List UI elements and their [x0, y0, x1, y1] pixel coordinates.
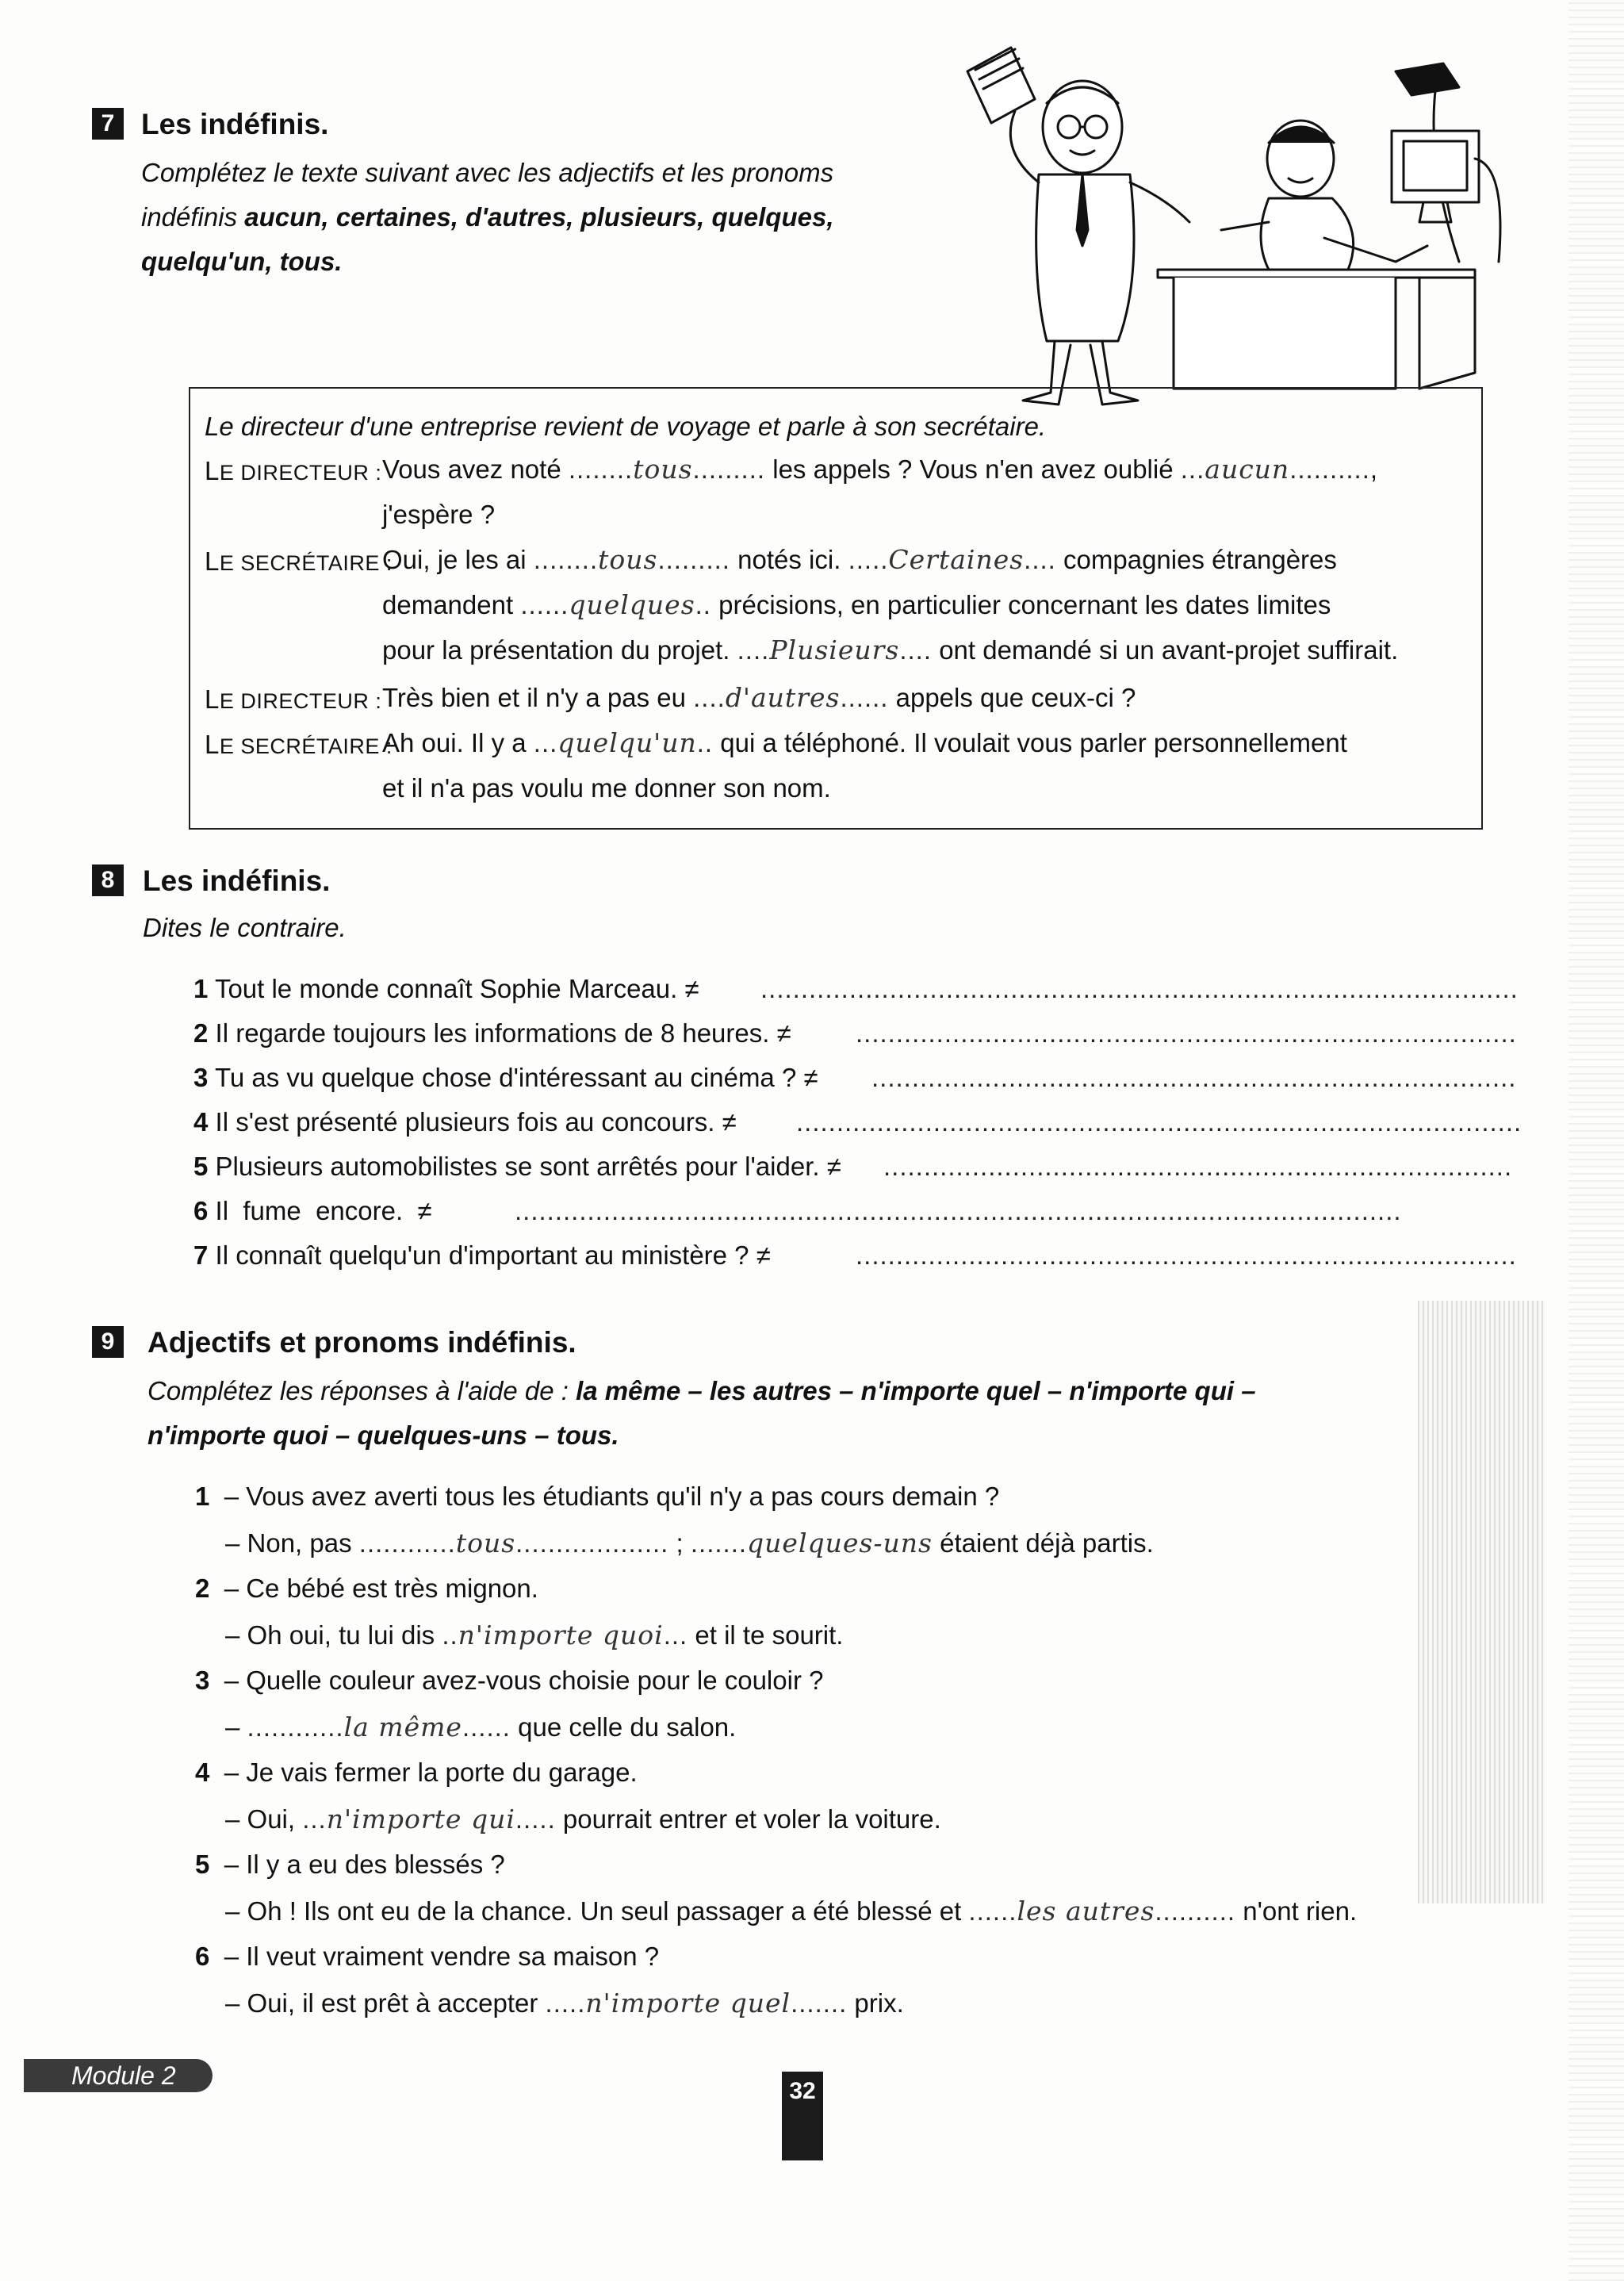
answer-la-meme: la même — [343, 1712, 462, 1742]
instruction-line-1: Complétez les réponses à l'aide de : la même – les autres – n'importe quel – n'importe qui – — [147, 1376, 1256, 1405]
dialogue-text-7: Ah oui. Il y a ...quelqu'un.. qui a téléphoné. Il voulait vous parler personnellement — [382, 727, 1347, 758]
instruction-word-list-end: n'importe quoi – quelques-uns – tous. — [147, 1420, 619, 1450]
ex9-question-4: 4 – Je vais fermer la porte du garage. — [195, 1758, 638, 1787]
instruction-word-list-end: quelqu'un, tous. — [141, 247, 343, 276]
ex8-item: 3 Tu as vu quelque chose d'intéressant au cinéma ? ≠ ................................................................................ — [193, 1063, 1517, 1092]
speaker-secretary: LE SECRÉTAIRE : — [205, 546, 393, 576]
dialogue-text-1: Vous avez noté ........tous......... les appels ? Vous n'en avez oublié ...aucun.........., — [382, 454, 1378, 485]
instruction-line-1: Complétez le texte suivant avec les adjectifs et les pronoms — [141, 158, 834, 187]
instruction-line-2 — [141, 195, 1045, 240]
ex9-question-3: 3 – Quelle couleur avez-vous choisie pour le couloir ? — [195, 1666, 824, 1695]
exercise-7-number: 7 — [92, 108, 124, 140]
answer-plusieurs: Plusieurs — [769, 634, 900, 665]
exercise-7-title: Les indéfinis. — [141, 108, 329, 140]
instruction-line-3 — [141, 240, 1045, 284]
ex9-question-6: 6 – Il veut vraiment vendre sa maison ? — [195, 1942, 660, 1971]
instruction-prefix: indéfinis — [141, 202, 245, 232]
dialogue-line-7 — [205, 730, 393, 760]
dialogue-text-3: Oui, je les ai ........tous......... notés ici. .....Certaines.... compagnies étrangères — [382, 544, 1337, 575]
answer-certaines: Certaines — [888, 544, 1025, 575]
dialogue-intro: Le directeur d'une entreprise revient de voyage et parle à son secrétaire. — [205, 412, 1047, 441]
ex9-answer-2: – Oh oui, tu lui dis ..n'importe quoi... et il te sourit. — [225, 1620, 844, 1650]
exercise-8-number: 8 — [92, 864, 124, 896]
ex8-item: 7 Il connaît quelqu'un d'important au ministère ? ≠ .................................................................................. — [193, 1240, 1517, 1270]
ex8-item: 6 Il fume encore. ≠ .............................................................................................................. — [193, 1196, 1402, 1225]
speaker-director: LE DIRECTEUR : — [205, 684, 382, 714]
ex8-item: 4 Il s'est présenté plusieurs fois au concours. ≠ .......................................................................................... — [193, 1107, 1522, 1137]
instruction-word-list: aucun, certaines, d'autres, plusieurs, quelques, — [244, 202, 834, 232]
dialogue-text-8: et il n'a pas voulu me donner son nom. — [382, 773, 831, 803]
answer-aucun: aucun — [1205, 454, 1290, 485]
dialogue-text-4: demandent ......quelques.. précisions, en particulier concernant les dates limites — [382, 589, 1331, 620]
dialogue-text-6: Très bien et il n'y a pas eu ....d'autres...... appels que ceux-ci ? — [382, 682, 1136, 713]
dialogue-line-6 — [205, 684, 381, 715]
answer-quelqu-un: quelqu'un — [557, 727, 697, 758]
instruction-word-list: la même – les autres – n'importe quel – n'importe qui – — [576, 1376, 1256, 1405]
ex9-answer-3: – ............la même...... que celle du salon. — [225, 1712, 737, 1742]
module-label: Module 2 — [24, 2059, 213, 2092]
ex9-question-2: 2 – Ce bébé est très mignon. — [195, 1574, 538, 1603]
exercise-7-instruction — [141, 151, 1045, 284]
exercise-9-title: Adjectifs et pronoms indéfinis. — [147, 1326, 576, 1359]
answer-les-autres: les autres — [1017, 1896, 1155, 1926]
exercise-9-number: 9 — [92, 1326, 124, 1358]
ex9-answer-4: – Oui, ...n'importe qui..... pourrait entrer et voler la voiture. — [225, 1804, 941, 1834]
dialogue-text-5: pour la présentation du projet. ....Plusieurs.... ont demandé si un avant-projet suffirait. — [382, 634, 1399, 665]
ex8-item: 5 Plusieurs automobilistes se sont arrêtés pour l'aider. ≠ .............................................................................. — [193, 1152, 1513, 1181]
instruction-line-2 — [147, 1413, 1432, 1458]
answer-tous-1: tous — [633, 454, 693, 485]
ex9-answer-5: – Oh ! Ils ont eu de la chance. Un seul passager a été blessé et ......les autres.......... n'ont rien. — [225, 1896, 1358, 1926]
answer-tous-2: tous — [598, 544, 658, 575]
ex8-item: 2 Il regarde toujours les informations de 8 heures. ≠ .................................................................................. — [193, 1018, 1517, 1048]
page-number: 32 — [782, 2072, 823, 2160]
exercise-8-title: Les indéfinis. — [143, 864, 331, 897]
exercise-8-instruction: Dites le contraire. — [143, 913, 347, 942]
ex8-item: 1 Tout le monde connaît Sophie Marceau. ≠ .............................................................................................. — [193, 974, 1519, 1003]
dialogue-line-3 — [205, 546, 393, 577]
ex9-answer-6: – Oui, il est prêt à accepter .....n'importe quel....... prix. — [225, 1988, 904, 2018]
answer-tous: tous — [455, 1528, 516, 1558]
ex9-question-1: 1 – Vous avez averti tous les étudiants qu'il n'y a pas cours demain ? — [195, 1482, 1000, 1511]
answer-d-autres: d'autres — [725, 682, 841, 713]
ex9-question-5: 5 – Il y a eu des blessés ? — [195, 1850, 505, 1879]
dialogue-line-1 — [205, 456, 381, 486]
speaker-director: LE DIRECTEUR : — [205, 456, 382, 485]
answer-n-importe-qui: n'importe qui — [326, 1804, 515, 1834]
answer-quelques-uns: quelques-uns — [747, 1528, 933, 1558]
answer-quelques: quelques — [569, 589, 695, 620]
answer-n-importe-quel: n'importe quel — [585, 1988, 791, 2018]
dialogue-text-2: j'espère ? — [382, 500, 496, 529]
answer-n-importe-quoi: n'importe quoi — [458, 1620, 664, 1650]
ex9-answer-1: – Non, pas ............tous................... ; .......quelques-uns étaient déjà partis. — [225, 1528, 1154, 1558]
exercise-9-instruction — [147, 1369, 1432, 1458]
scan-edge-grain — [1568, 0, 1624, 2281]
speaker-secretary: LE SECRÉTAIRE : — [205, 730, 393, 759]
scan-noise-stripe — [1418, 1301, 1545, 1903]
